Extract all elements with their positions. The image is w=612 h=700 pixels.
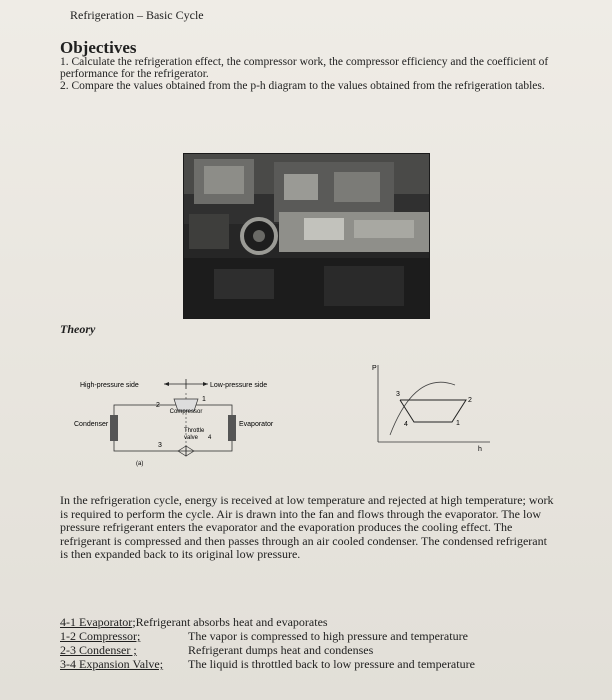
node-3-label: 3 xyxy=(158,442,162,449)
refrigeration-cycle-diagram xyxy=(60,355,300,475)
page-header: Refrigeration – Basic Cycle xyxy=(70,8,204,22)
ph-point-4: 4 xyxy=(404,421,408,428)
ph-diagram xyxy=(370,360,495,455)
paragraph-line-3: pressure refrigerant enters the evaporator and the evaporation produces the cooling effect. The xyxy=(60,520,513,534)
throttle-label-1: Throttle xyxy=(184,428,205,434)
definition-term: 2-3 Condenser ; xyxy=(60,643,137,657)
node-1-label: 1 xyxy=(202,396,206,403)
node-4-label: 4 xyxy=(208,435,212,441)
condenser-label: Condenser xyxy=(74,421,109,428)
definition-row-compressor xyxy=(60,629,475,643)
objective-item-1: 1. Calculate the refrigeration effect, the compressor work, the compressor efficiency and the coefficient of performance for the refrigerator. xyxy=(60,56,549,80)
definition-row-condenser xyxy=(60,643,475,657)
definition-term: 4-1 Evaporator xyxy=(60,615,133,629)
definition-term: 3-4 Expansion Valve; xyxy=(60,657,164,671)
ph-point-2: 2 xyxy=(468,397,472,404)
process-definitions xyxy=(60,615,475,671)
definition-term: 1-2 Compressor; xyxy=(60,629,141,643)
definition-row-evaporator xyxy=(60,615,475,629)
paragraph-line-1: In the refrigeration cycle, energy is received at low temperature and rejected at high temperature; work xyxy=(60,494,554,507)
definition-desc: The liquid is throttled back to low pressure and temperature xyxy=(188,657,475,671)
node-2-label: 2 xyxy=(156,402,160,409)
low-pressure-side-label: Low-pressure side xyxy=(210,382,268,389)
paragraph-line-5: is then expanded back to its original low pressure. xyxy=(60,547,301,561)
h-axis-label: h xyxy=(478,446,482,453)
definition-desc: The vapor is compressed to high pressure and temperature xyxy=(188,629,468,643)
theory-heading: Theory xyxy=(60,322,96,336)
ph-point-1: 1 xyxy=(456,420,460,427)
definition-row-expansion-valve xyxy=(60,657,475,671)
objectives-heading: Objectives xyxy=(60,38,137,57)
theory-paragraph xyxy=(60,494,612,562)
objective-item-2: 2. Compare the values obtained from the p-h diagram to the values obtained from the refrigeration tables. xyxy=(60,80,545,92)
compressor-label: Compressor xyxy=(169,409,203,415)
high-pressure-side-label: High-pressure side xyxy=(80,382,139,389)
apparatus-photo xyxy=(183,153,430,319)
definition-desc: Refrigerant dumps heat and condenses xyxy=(188,643,374,657)
definition-desc: ;Refrigerant absorbs heat and evaporates xyxy=(132,615,328,629)
diagram-caption: (a) xyxy=(136,461,144,467)
throttle-label-2: valve xyxy=(184,435,199,441)
objectives-list xyxy=(60,56,588,92)
evaporator-label: Evaporator xyxy=(239,421,274,428)
paragraph-line-4: refrigerant is compressed and then passes through an air cooled condenser. The condensed refrigerant xyxy=(60,533,547,548)
ph-point-3: 3 xyxy=(396,391,400,398)
paragraph-line-2: is required to perform the cycle. Air is drawn into the fan and flows through the evaporator. The low xyxy=(60,506,541,521)
p-axis-label: P xyxy=(372,365,377,372)
